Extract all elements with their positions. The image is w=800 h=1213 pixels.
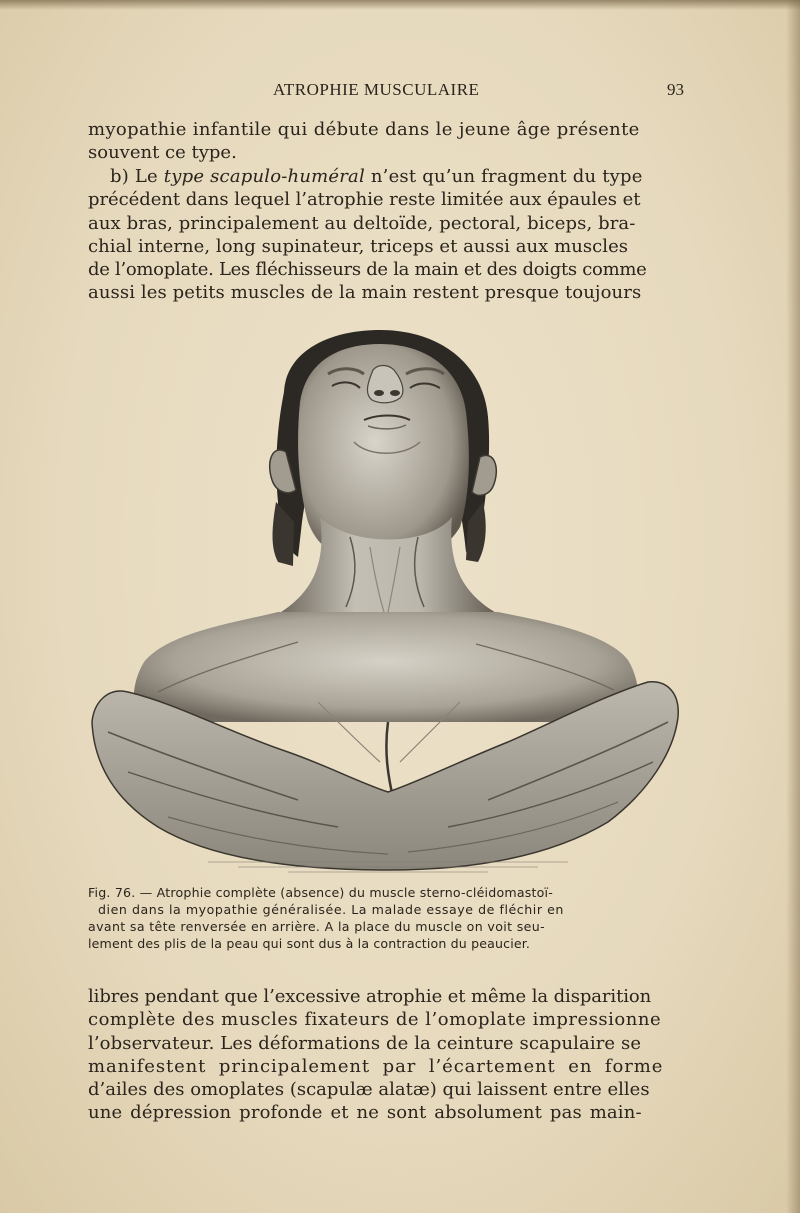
text-line: chial interne, long supinateur, triceps et aussi aux muscles: [88, 235, 629, 257]
text-line: de l’omoplate. Les fléchisseurs de la main et des doigts comme: [88, 259, 647, 281]
text-line: aux bras, principalement au deltoïde, pectoral, biceps, bra-: [88, 212, 636, 234]
text-line: b) Le type scapulo-huméral n’est qu’un fragment du type: [110, 166, 643, 187]
page-header: [88, 80, 684, 104]
paragraph-scapulo-humeral: [88, 165, 684, 305]
page-number: 93: [667, 80, 684, 99]
paragraph-continued: [88, 118, 684, 165]
caption-line: dien dans la myopathie généralisée. La malade essaye de fléchir en: [98, 902, 564, 917]
text-line: myopathie infantile qui débute dans le jeune âge présente: [88, 119, 640, 140]
text-line: libres pendant que l’excessive atrophie et même la disparition: [88, 986, 652, 1007]
text-line: manifestent principalement par l’écartement en forme: [88, 1055, 664, 1077]
figure-illustration: [88, 322, 684, 874]
text-line: une dépression profonde et ne sont absolument pas main-: [88, 1102, 642, 1124]
caption-line: lement des plis de la peau qui sont dus à la contraction du peaucier.: [88, 936, 531, 951]
page-edge-shadow: [786, 0, 800, 1213]
text-line: précédent dans lequel l’atrophie reste limitée aux épaules et: [88, 189, 641, 211]
caption-line: Fig. 76. — Atrophie complète (absence) du muscle sterno-cléidomastoï-: [88, 885, 553, 900]
emphasis-type-name: type scapulo-huméral: [163, 166, 365, 187]
paragraph-continuation: [88, 985, 684, 1125]
text-line: l’observateur. Les déformations de la ceinture scapulaire se: [88, 1032, 642, 1054]
text-line: complète des muscles fixateurs de l’omoplate impressionne: [88, 1009, 662, 1031]
text-line: aussi les petits muscles de la main restent presque toujours: [88, 282, 642, 304]
text-line: d’ailes des omoplates (scapulæ alatæ) qui laissent entre elles: [88, 1079, 650, 1101]
patient-engraving-illustration: [88, 322, 684, 874]
running-title: ATROPHIE MUSCULAIRE: [273, 80, 480, 99]
caption-line: avant sa tête renversée en arrière. A la place du muscle on voit seu-: [88, 919, 545, 934]
text-line: souvent ce type.: [88, 142, 237, 164]
figure-caption: [88, 884, 684, 952]
page-top-shadow: [0, 0, 800, 10]
